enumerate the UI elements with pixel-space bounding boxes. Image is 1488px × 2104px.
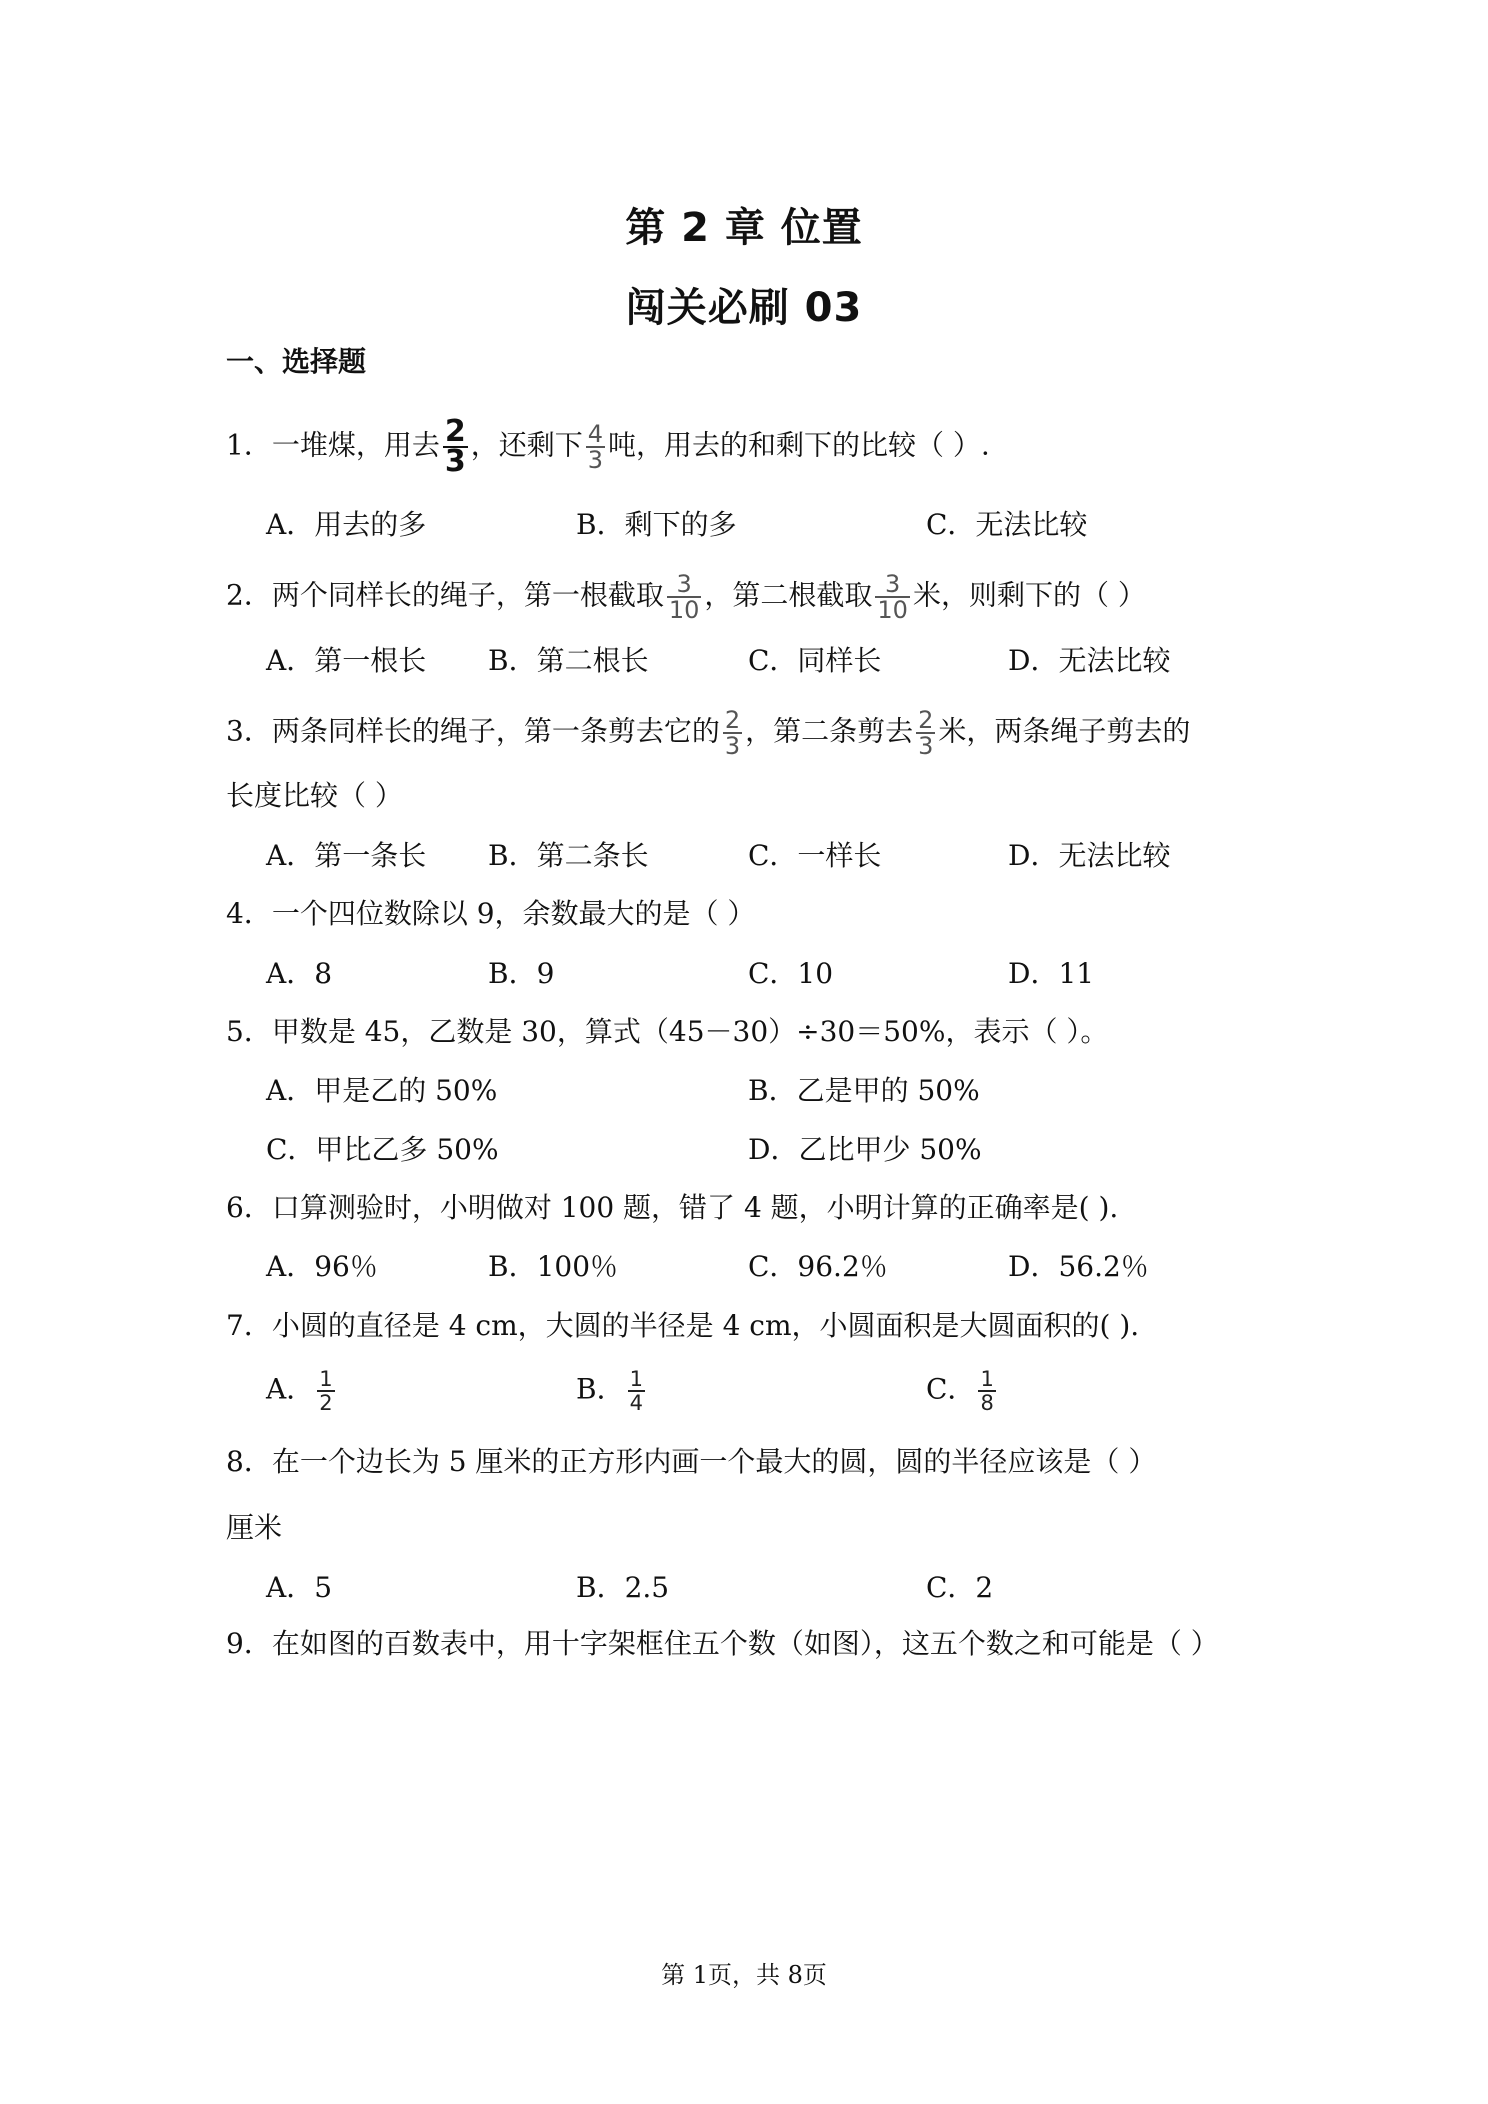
option: A．96％	[266, 1250, 378, 1283]
option: C．2	[926, 1571, 994, 1604]
question-6: 6．口算测验时，小明做对 100 题，错了 4 题，小明计算的正确率是( ).	[226, 1191, 1119, 1224]
fraction: $\frac{2}{3}$	[724, 706, 741, 760]
option: B．剩下的多	[576, 508, 737, 541]
question-2: 2．两个同样长的绳子，第一根截取 $\frac{3}{10}$ ，第二根截取 $\frac{3}{10}$ 米，则剩下的（ ）	[226, 570, 1146, 624]
fraction: $\frac{1}{8}$	[980, 1367, 994, 1415]
option: D．无法比较	[1008, 839, 1171, 872]
option: A．5	[266, 1571, 333, 1604]
option: B．第二条长	[488, 839, 649, 872]
question-1: 1．一堆煤，用去 $\frac{2}{3}$ ，还剩下 $\frac{4}{3}$ 吨，用去的和剩下的比较（ ）.	[226, 414, 990, 479]
option: D．56.2％	[1008, 1250, 1149, 1283]
option: C．甲比乙多 50%	[266, 1133, 499, 1166]
option: B．9	[488, 957, 555, 990]
fraction: $\frac{1}{4}$	[629, 1367, 643, 1415]
option: B．第二根长	[488, 644, 649, 677]
option: D．无法比较	[1008, 644, 1171, 677]
option: B．乙是甲的 50%	[748, 1074, 980, 1107]
option: D．11	[1008, 957, 1095, 990]
page-footer: 第 1页，共 8页	[661, 1961, 827, 1989]
fraction: $\frac{1}{2}$	[319, 1367, 333, 1415]
option: B．100％	[488, 1250, 619, 1283]
question-9: 9．在如图的百数表中，用十字架框住五个数（如图），这五个数之和可能是（ ）	[226, 1627, 1219, 1660]
fraction: $\frac{4}{3}$	[587, 420, 603, 474]
fraction: $\frac{3}{10}$	[877, 570, 908, 624]
fraction: $\frac{2}{3}$	[918, 706, 934, 760]
question-3: 3．两条同样长的绳子，第一条剪去它的 $\frac{2}{3}$ ，第二条剪去 $\frac{2}{3}$ 米，两条绳子剪去的	[226, 706, 1191, 760]
option: C．无法比较	[926, 508, 1088, 541]
fraction: $\frac{3}{10}$	[668, 570, 700, 624]
option: B． $\frac{1}{4}$	[576, 1367, 643, 1415]
option: C．10	[748, 957, 834, 990]
fraction: $\frac{2}{3}$	[444, 414, 466, 479]
option: A．甲是乙的 50%	[266, 1074, 498, 1107]
option: C．同样长	[748, 644, 882, 677]
chapter-title: 第 2 章 位置	[625, 205, 863, 251]
option: A．8	[266, 957, 333, 990]
question-7: 7．小圆的直径是 4 cm，大圆的半径是 4 cm，小圆面积是大圆面积的( ).	[226, 1309, 1140, 1342]
question-8: 8．在一个边长为 5 厘米的正方形内画一个最大的圆，圆的半径应该是（ ）	[226, 1445, 1157, 1478]
option: C．一样长	[748, 839, 882, 872]
option: A．用去的多	[266, 508, 427, 541]
section-heading: 一、选择题	[226, 345, 367, 378]
question-8-continued: 厘米	[226, 1511, 283, 1544]
question-3-continued: 长度比较（ ）	[226, 779, 403, 812]
option: B．2.5	[576, 1571, 670, 1604]
page-subtitle: 闯关必刷 03	[625, 285, 863, 331]
option: D．乙比甲少 50%	[748, 1133, 982, 1166]
question-4: 4．一个四位数除以 9，余数最大的是（ ）	[226, 897, 756, 930]
option: A．第一根长	[266, 644, 427, 677]
option: C． $\frac{1}{8}$	[926, 1367, 994, 1415]
option: C．96.2％	[748, 1250, 888, 1283]
option: A． $\frac{1}{2}$	[266, 1367, 333, 1415]
option: A．第一条长	[266, 839, 427, 872]
question-5: 5．甲数是 45，乙数是 30，算式（45－30）÷30＝50%，表示（ ）。	[226, 1015, 1109, 1048]
